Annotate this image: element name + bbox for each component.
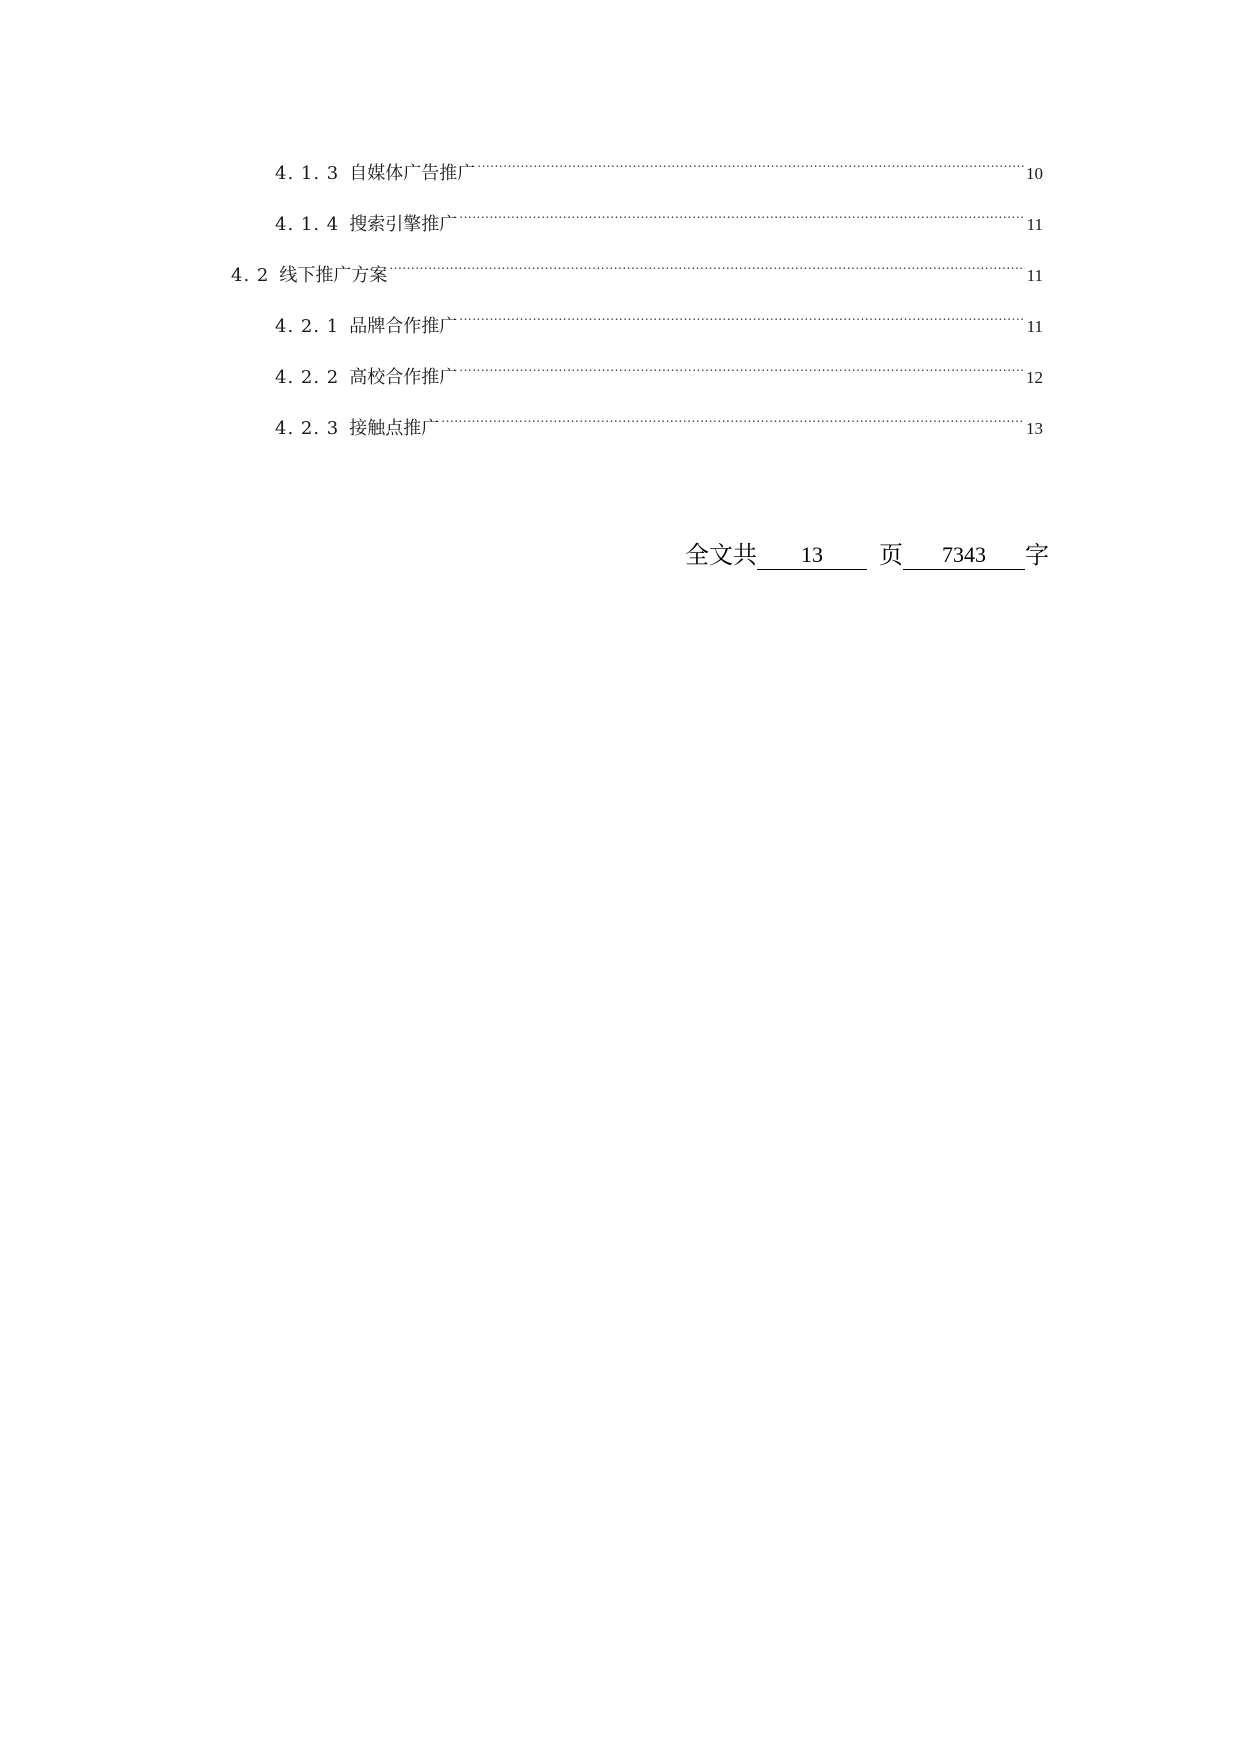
toc-page-number: 13 bbox=[1026, 419, 1043, 438]
toc-title: 搜索引擎推广 bbox=[349, 214, 458, 235]
toc-entry[interactable] bbox=[275, 359, 1043, 390]
toc-entry[interactable] bbox=[275, 206, 1043, 237]
toc-number: 4. 1. 4 bbox=[275, 214, 340, 235]
summary-page-unit: 页 bbox=[879, 541, 903, 569]
toc-title: 线下推广方案 bbox=[279, 265, 388, 286]
toc-number: 4. 1. 3 bbox=[275, 163, 340, 184]
summary-prefix: 全文共 bbox=[685, 541, 757, 569]
toc-dot-leader bbox=[389, 257, 1024, 281]
page-count-field: 13 bbox=[757, 541, 867, 570]
toc-dot-leader bbox=[459, 308, 1024, 332]
toc-page-number: 11 bbox=[1026, 215, 1043, 234]
toc-entry[interactable] bbox=[231, 257, 1043, 288]
toc-entry[interactable] bbox=[275, 308, 1043, 339]
toc-title: 高校合作推广 bbox=[349, 367, 458, 388]
toc-dot-leader bbox=[459, 359, 1024, 383]
toc-page-number: 12 bbox=[1026, 368, 1043, 387]
toc-number: 4. 2. 2 bbox=[275, 367, 340, 388]
summary-char-unit: 字 bbox=[1025, 541, 1049, 569]
toc-number: 4. 2. 3 bbox=[275, 418, 340, 439]
char-count-field: 7343 bbox=[903, 541, 1025, 570]
toc-number: 4. 2 bbox=[231, 265, 270, 286]
toc-page-number: 11 bbox=[1026, 317, 1043, 336]
toc-page-number: 11 bbox=[1026, 266, 1043, 285]
toc-entry[interactable] bbox=[275, 410, 1043, 441]
toc-dot-leader bbox=[441, 410, 1024, 434]
toc-page-number: 10 bbox=[1026, 164, 1043, 183]
toc-title: 接触点推广 bbox=[349, 418, 440, 439]
toc-dot-leader bbox=[459, 206, 1024, 230]
toc-title: 自媒体广告推广 bbox=[349, 163, 476, 184]
toc-title: 品牌合作推广 bbox=[349, 316, 458, 337]
document-summary bbox=[685, 540, 1049, 570]
toc-number: 4. 2. 1 bbox=[275, 316, 340, 337]
toc-entry[interactable] bbox=[275, 155, 1043, 186]
toc-dot-leader bbox=[477, 155, 1024, 179]
